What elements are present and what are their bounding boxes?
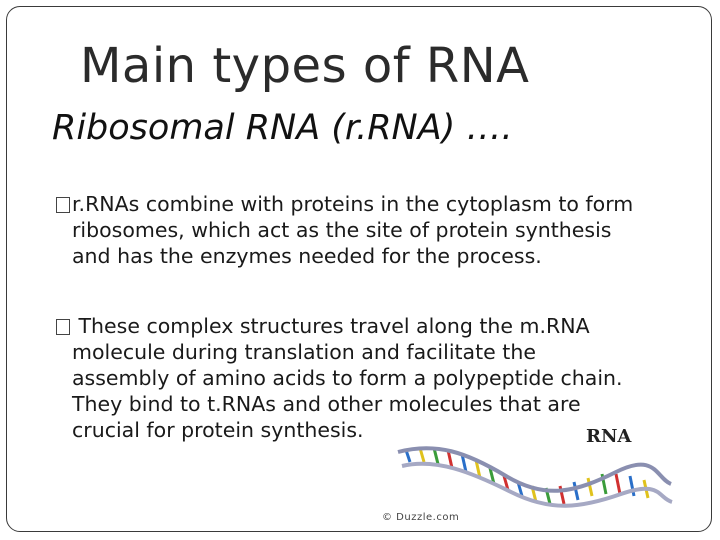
- paragraph-line: They bind to t.RNAs and other molecules that are: [72, 392, 581, 416]
- paragraph-line: assembly of amino acids to form a polypeptide chain.: [72, 366, 623, 390]
- bullet-icon: [56, 319, 70, 335]
- paragraph-line: crucial for protein synthesis.: [72, 418, 364, 442]
- paragraph-line: and has the enzymes needed for the process.: [72, 244, 542, 268]
- paragraph-line: ribosomes, which act as the site of protein synthesis: [72, 218, 612, 242]
- paragraph-text: r.RNAs combine with proteins in the cytoplasm to form: [72, 192, 634, 216]
- slide-title: Main types of RNA: [80, 38, 530, 94]
- rna-image-label: RNA: [586, 428, 632, 447]
- paragraph-line: [56, 191, 676, 217]
- image-watermark: © Duzzle.com: [382, 512, 460, 523]
- paragraph-text: These complex structures travel along the m.RNA: [72, 314, 590, 338]
- slide-subtitle: Ribosomal RNA (r.RNA) ….: [52, 108, 513, 148]
- paragraph-line: molecule during translation and facilitate the: [72, 340, 536, 364]
- bullet-icon: [56, 197, 70, 213]
- paragraph-2: [56, 313, 676, 443]
- paragraph-line: [56, 313, 676, 339]
- paragraph-1: [56, 191, 676, 269]
